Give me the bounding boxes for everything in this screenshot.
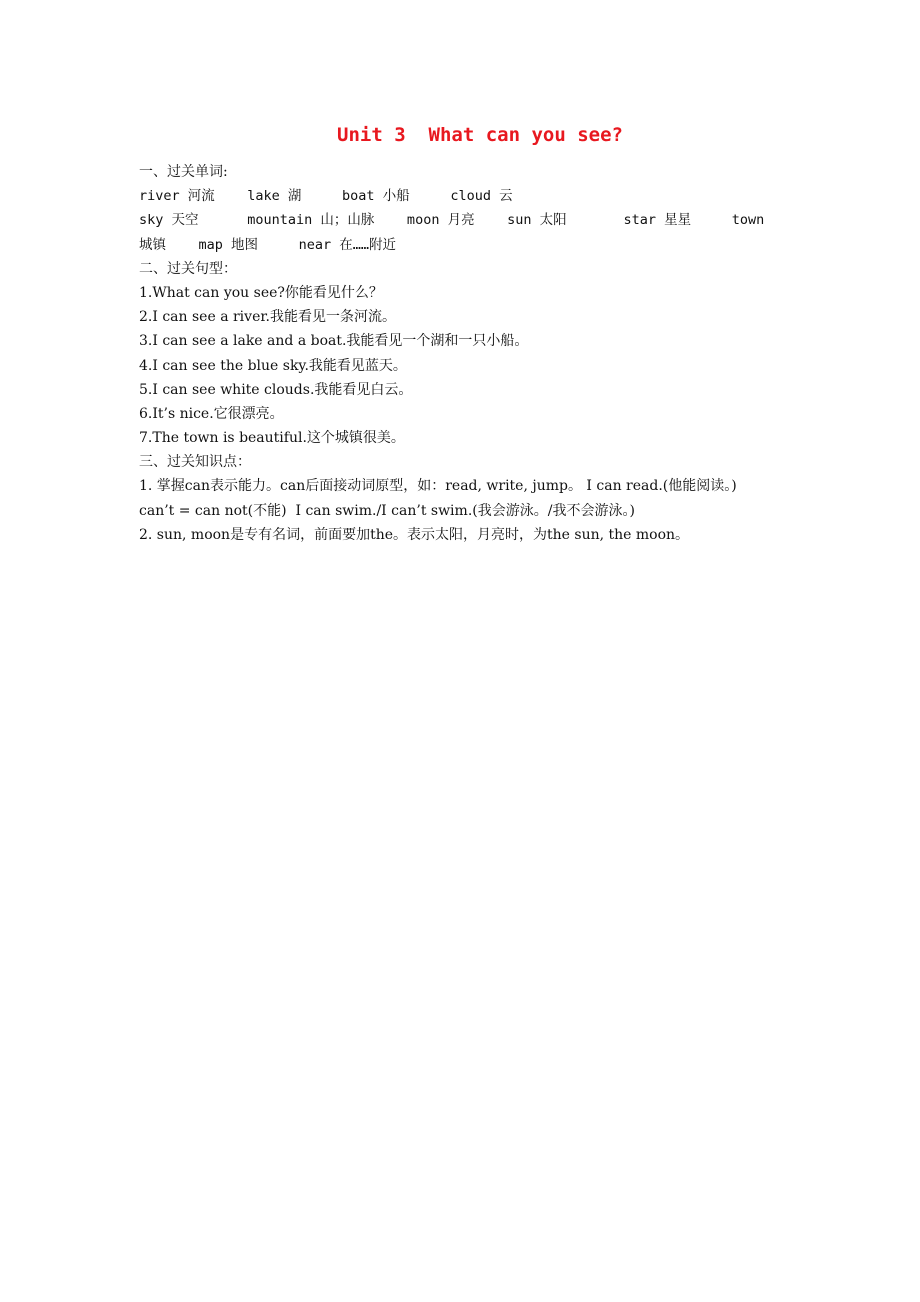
sentence-item: 2.I can see a river.我能看见一条河流。	[139, 309, 396, 326]
sentences-heading: 二、过关句型：	[139, 260, 237, 277]
sentence-item: 5.I can see white clouds.我能看见白云。	[139, 381, 413, 398]
sentence-item: 6.It’s nice.它很漂亮。	[139, 405, 284, 422]
knowledge-heading: 三、过关知识点：	[139, 454, 251, 471]
knowledge-point: 2. sun, moon是专有名词，前面要加the。表示太阳，月亮时，为the sun, the moon。	[139, 526, 690, 543]
knowledge-point: can’t = can not(不能) I can swim./I can’t swim.(我会游泳。/我不会游泳。)	[139, 502, 635, 519]
vocab-line: river 河流 lake 湖 boat 小船 cloud 云	[139, 188, 513, 205]
vocab-heading: 一、过关单词:	[139, 164, 228, 180]
vocab-line: sky 天空 mountain 山；山脉 moon 月亮 sun 太阳 star 星星 town	[139, 212, 765, 229]
vocab-line: 城镇 map 地图 near 在……附近	[139, 236, 397, 253]
sentence-item: 7.The town is beautiful.这个城镇很美。	[139, 430, 405, 447]
sentence-item: 1.What can you see?你能看见什么？	[139, 284, 383, 301]
content-block	[139, 160, 799, 547]
page-title: Unit 3 What can you see?	[337, 124, 623, 146]
sentence-item: 3.I can see a lake and a boat.我能看见一个湖和一只小船。	[139, 333, 529, 350]
sentence-item: 4.I can see the blue sky.我能看见蓝天。	[139, 357, 407, 374]
knowledge-point: 1. 掌握can表示能力。can后面接动词原型，如：read, write, jump。 I can read.(他能阅读。)	[139, 478, 737, 495]
